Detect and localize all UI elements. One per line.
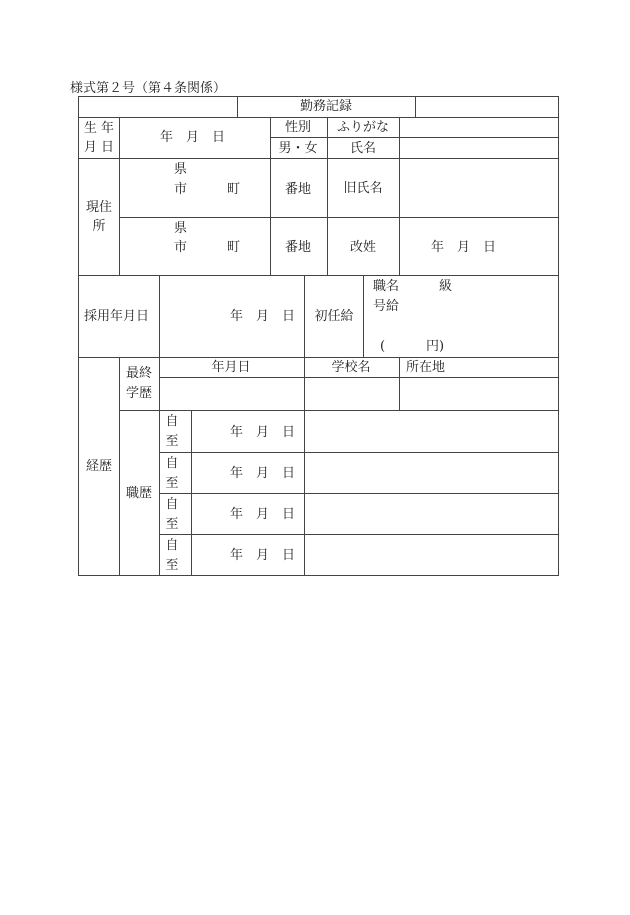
- name-change-date-field[interactable]: 年 月 日: [431, 240, 497, 255]
- job-detail-field[interactable]: [305, 494, 558, 534]
- banchi-label: 番地: [284, 240, 312, 255]
- job-detail-field[interactable]: [305, 535, 558, 575]
- job-detail-field[interactable]: [305, 453, 558, 493]
- address-label: 所: [92, 219, 106, 234]
- initial-pay-label: 初任給: [314, 309, 354, 324]
- table-rule: [327, 117, 328, 276]
- job-from-label: 自: [165, 497, 179, 512]
- hire-date-field[interactable]: 年 月 日: [230, 309, 296, 324]
- job-from-label: 自: [165, 414, 179, 429]
- amount-open-paren: (: [380, 339, 386, 354]
- town-label: 町: [227, 240, 241, 255]
- table-border: [78, 575, 559, 576]
- birth-label: 月 日: [83, 140, 115, 155]
- school-location-header: 所在地: [406, 360, 446, 375]
- grade-label: 級: [439, 279, 453, 294]
- job-to-label: 至: [165, 558, 179, 573]
- job-to-label: 至: [165, 476, 179, 491]
- city-label: 市: [174, 182, 188, 197]
- job-date-field[interactable]: 年 月 日: [230, 548, 296, 563]
- table-rule: [304, 275, 305, 358]
- table-rule: [191, 410, 192, 576]
- position-label: 職名: [373, 279, 400, 294]
- job-to-label: 至: [165, 517, 179, 532]
- former-name-field[interactable]: [400, 159, 558, 217]
- furigana-field[interactable]: [400, 118, 558, 137]
- former-name-label: 旧氏名: [343, 181, 383, 196]
- address-label: 現住: [85, 200, 113, 215]
- furigana-label: ふりがな: [336, 120, 390, 135]
- job-to-label: 至: [165, 434, 179, 449]
- job-date-field[interactable]: 年 月 日: [230, 425, 296, 440]
- name-label: 氏名: [349, 141, 377, 156]
- amount-yen-label: 円): [426, 339, 445, 354]
- form-title: 様式第２号（第４条関係）: [70, 81, 227, 96]
- record-title: 勤務記録: [299, 99, 353, 114]
- table-rule: [415, 96, 416, 118]
- education-date-field[interactable]: [160, 378, 304, 410]
- sex-options[interactable]: 男・女: [278, 141, 318, 156]
- city-label: 市: [174, 240, 188, 255]
- sex-label: 性別: [284, 120, 312, 135]
- hire-date-label: 採用年月日: [84, 309, 150, 324]
- salary-step-label: 号給: [373, 299, 400, 314]
- table-rule: [78, 357, 559, 358]
- table-rule: [270, 117, 271, 276]
- table-border: [558, 96, 559, 576]
- prefecture-label: 県: [174, 162, 188, 177]
- job-from-label: 自: [165, 538, 179, 553]
- job-detail-field[interactable]: [305, 411, 558, 452]
- school-location-field[interactable]: [400, 378, 558, 410]
- education-label: 最終: [125, 366, 153, 381]
- table-rule: [363, 275, 364, 358]
- job-date-field[interactable]: 年 月 日: [230, 507, 296, 522]
- job-from-label: 自: [165, 456, 179, 471]
- job-date-field[interactable]: 年 月 日: [230, 466, 296, 481]
- banchi-label: 番地: [284, 182, 312, 197]
- table-border: [78, 96, 79, 576]
- career-label: 経歴: [85, 459, 113, 474]
- table-rule: [78, 275, 559, 276]
- town-label: 町: [227, 182, 241, 197]
- table-border: [78, 96, 559, 97]
- table-rule: [237, 96, 238, 118]
- birth-label: 生 年: [83, 121, 115, 136]
- prefecture-label: 県: [174, 221, 188, 236]
- table-rule: [119, 357, 120, 576]
- name-field[interactable]: [400, 138, 558, 158]
- school-name-field[interactable]: [305, 378, 399, 410]
- table-rule: [119, 217, 559, 218]
- school-name-header: 学校名: [331, 360, 371, 375]
- work-history-label: 職歴: [125, 486, 153, 501]
- birth-date-field[interactable]: 年 月 日: [160, 130, 226, 145]
- education-label: 学歴: [125, 386, 153, 401]
- name-change-label: 改姓: [349, 240, 377, 255]
- education-date-header: 年月日: [211, 360, 251, 375]
- table-rule: [119, 117, 120, 276]
- table-rule: [159, 275, 160, 358]
